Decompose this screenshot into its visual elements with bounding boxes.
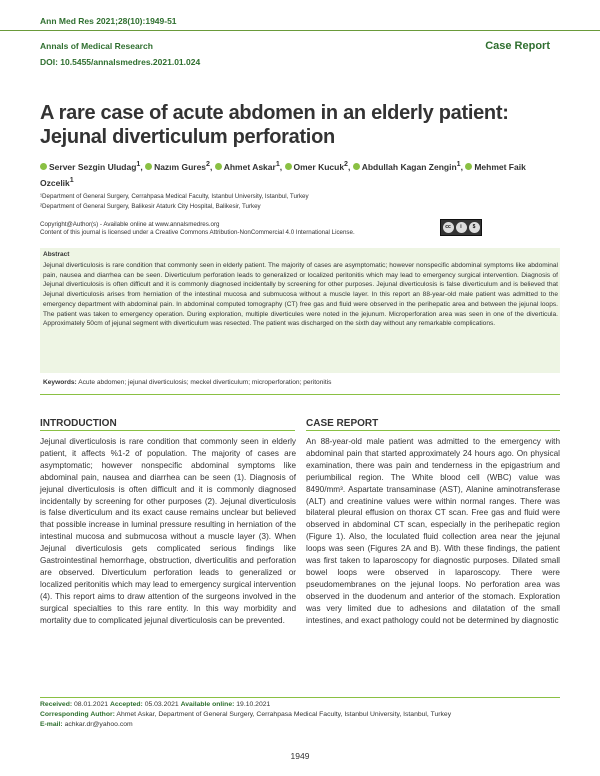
article-type-label: Case Report: [485, 40, 550, 52]
journal-citation: Ann Med Res 2021;28(10):1949-51: [40, 16, 177, 26]
email-link[interactable]: achkar.dr@yahoo.com: [64, 721, 133, 728]
case-report-heading: CASE REPORT: [306, 418, 379, 429]
author[interactable]: Omer Kucuk$^2$: [285, 162, 348, 172]
copyright-line: Copyright@Author(s) - Available online at www.annalsmedres.org: [40, 221, 220, 228]
abstract-heading: Abstract: [43, 251, 70, 258]
author[interactable]: Nazım Gures$^2$: [145, 162, 210, 172]
orcid-icon[interactable]: [215, 163, 222, 170]
abstract-text: Jejunal diverticulosis is rare condition that commonly seen in elderly patient. The majority of cases are asymptomatic; however nonspecific abdominal symptoms like abdominal pain, nausea and diarrhea can be seen. Diverticulum perforation leads to generalized or localized peritonitis which may lead to emergency surgical intervention. Diagnosis of Jejunal diverticulosis is often difficult and it is commonly diagnosed incidentally by screening for other purposes. Jejunal diverticulosis is false diverticulum and is believed that Jejunal diverticulosis arises from herniation of the intestinal mucosa and submucosa without a muscle layer. In this report an 88-year-old male patient was admitted to the emergency department with abdominal pain. In abdominal computed tomography (CT) free gas and fluid were observed in the perihepatic area and between the jejunal loops. The patient was taken to emergency operation. During exploration, multiple diverticules were noted in the jejunum. Microperforation area was seen in one of the diverticula. Approximately 50cm of jejunal segment with diverticulum was resected. The patient was discharged on the sixth day without any remarkable complications.: [43, 262, 558, 328]
orcid-icon[interactable]: [40, 163, 47, 170]
case-report-divider: [306, 430, 560, 431]
orcid-icon[interactable]: [465, 163, 472, 170]
email-line: E-mail: achkar.dr@yahoo.com: [40, 721, 133, 728]
orcid-icon[interactable]: [145, 163, 152, 170]
footer-divider: [40, 697, 560, 698]
author[interactable]: Server Sezgin Uludag$^1$: [40, 162, 140, 172]
header-divider: [0, 30, 600, 31]
affiliations: [40, 192, 560, 212]
author[interactable]: Mehmet Faik Ozcelik$^1$: [40, 161, 526, 188]
dates-line: Received: 08.01.2021 Accepted: 05.03.2021 Available online: 19.10.2021: [40, 701, 271, 708]
article-title: A rare case of acute abdomen in an elderly patient: Jejunal diverticulum perforation: [40, 102, 509, 148]
keywords-label: Keywords:: [43, 379, 77, 386]
cc-by-nc-icon[interactable]: cc i $: [440, 219, 482, 236]
journal-name: Annals of Medical Research: [40, 41, 153, 51]
case-report-text: An 88-year-old male patient was admitted to the emergency with abdominal pain that started approximately 24 hours ago. On physical examination, there was pain and tenderness in the epigastrium and periumbilical region. The White blood cell (WBC) value was 8490/mm³. Aspartate transaminase (AST), Alanine aminotransferase (ALT) and creatinine values were within normal ranges. There was bilateral pleural effusion on thorax CT scan. Free gas and fluid were observed in abdominal CT scan, especially in the perihepatic region (Figure 1). Also, the loculated fluid collection area near the jejunal loops was seen (Figures 2A and B). With these findings, the patient was first taken to laparoscopy for diagnostic purposes. Dilated small bowel loops were observed in laparoscopy. There were pseudomembranes on the jejunal loops. No perforation area was observed in the duodenum and anterior of the stomach. Exploration was very limited due to adhesions and dilatation of the small intestines, and exact pathology could not be determined by diagnostic: [306, 437, 560, 625]
affiliation-2: ²Department of General Surgery, Balikesir Ataturk City Hospital, Balikesir, Turkey: [40, 203, 261, 210]
keywords-text: Acute abdomen; jejunal diverticulosis; meckel diverticulum; microperforation; peritonitis: [78, 379, 332, 386]
keywords: [43, 379, 558, 386]
introduction-text: Jejunal diverticulosis is rare condition that commonly seen in elderly patient, it affects %1-2 of population. The majority of cases are asymptomatic; however nonspecific abdominal symptoms like abdominal pain, nausea and diarrhea can be seen (1). Diagnosis of jejunal diverticulosis is often difficult and it is commonly diagnosed incidentally by screening for other purposes (2). Jejunal diverticulosis is false diverticulum and its exact cause remains unclear but believed that possible increase in luminal pressure resulting in herniation of the intestinal mucosa and submucosa without a muscle layer (3). When Jejunal diverticulosis gets complicated serious findings like Gastrointestinal hemorrhage, obstruction, diverticulitis and perforation are observed. Diverticulum perforation leads to generalized or localized peritonitis which may lead to emergency surgical intervention (4). This report aims to draw attention of the surgeons involved in the surgical specialties to this rare entity. In this way morbidity and mortality due to complicated jejunal diverticulosis can be prevented.: [40, 437, 296, 625]
orcid-icon[interactable]: [285, 163, 292, 170]
doi-link[interactable]: DOI: 10.5455/annalsmedres.2021.01.024: [40, 57, 201, 67]
affiliation-1: ¹Department of General Surgery, Cerrahpasa Medical Faculty, Istanbul University, Istanbul, Turkey: [40, 193, 309, 200]
author[interactable]: Abdullah Kagan Zengin$^1$: [353, 162, 461, 172]
corresponding-author: Corresponding Author: Ahmet Askar, Department of General Surgery, Cerrahpasa Medical Faculty, Istanbul University, Istanbul, Turkey: [40, 711, 452, 718]
copyright-notice: [40, 221, 460, 237]
keywords-divider: [40, 394, 560, 395]
introduction-divider: [40, 430, 295, 431]
author[interactable]: Ahmet Askar$^1$: [215, 162, 280, 172]
introduction-heading: INTRODUCTION: [40, 418, 117, 429]
orcid-icon[interactable]: [353, 163, 360, 170]
author-list: Server Sezgin Uludag$^1$, Nazım Gures$^2$, Ahmet Askar$^1$, Omer Kucuk$^2$, Abdullah Kagan Zengin$^1$, Mehmet Faik Ozcelik$^1$: [40, 160, 526, 188]
page-number: 1949: [290, 751, 310, 761]
license-line: Content of this journal is licensed under a Creative Commons Attribution-NonCommercial 4.0 International License.: [40, 229, 355, 236]
